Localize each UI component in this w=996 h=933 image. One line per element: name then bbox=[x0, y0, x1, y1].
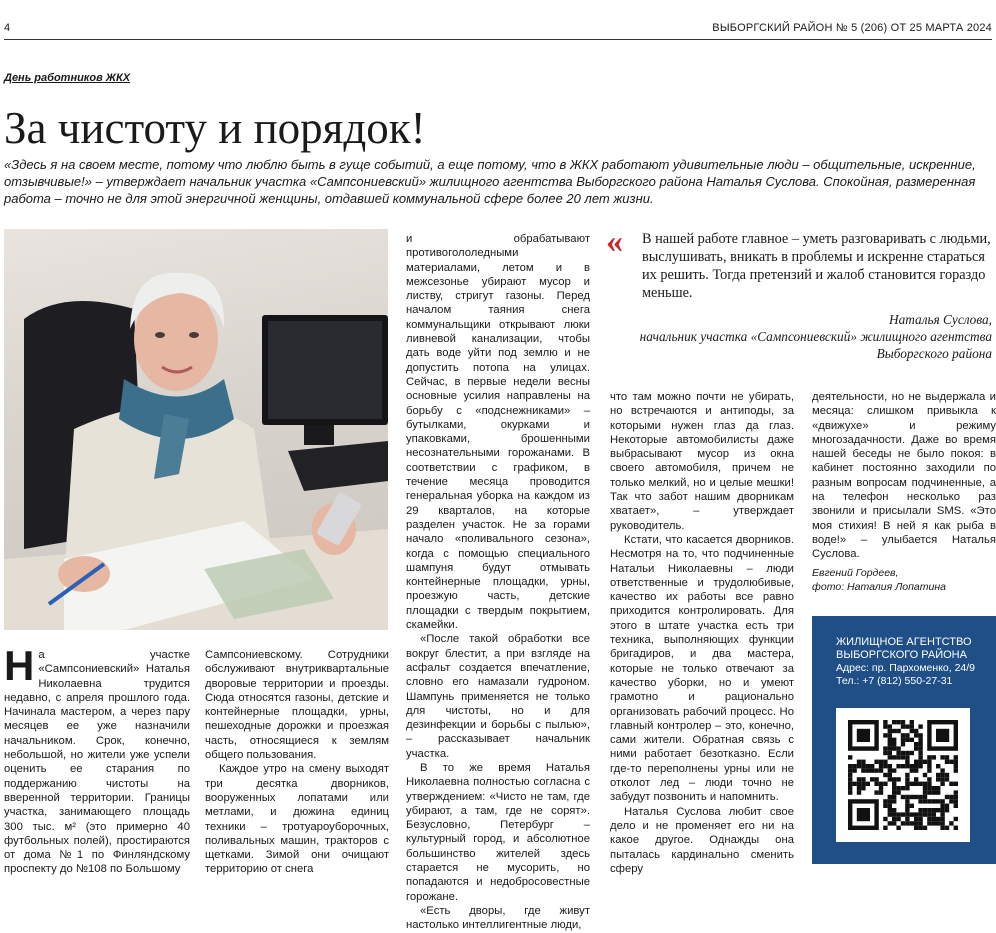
credit-photo: фото: Наталия Лопатина bbox=[812, 581, 946, 593]
paragraph: Наталья Суслова любит свое дело и не променяет его ни на какое другое. Однажды она пыталась кардинально сменить сферу bbox=[610, 805, 794, 875]
paragraph: Сампсониевскому. Сотрудники обслуживают внутриквартальные дворовые территории и проезды. Сюда относятся газоны, детские и контейнерные площадки, урны, пешеходные дорожки и проезжая часть, относящиеся к землям общего пользования. bbox=[205, 649, 389, 762]
info-box-title-2: ВЫБОРГСКОГО РАЙОНА bbox=[836, 649, 967, 661]
quote-author-position: начальник участка «Сампсониевский» жилищного агентства Выборгского района bbox=[639, 329, 992, 361]
header-divider bbox=[4, 39, 992, 40]
quote-attribution bbox=[612, 311, 992, 362]
page-number: 4 bbox=[4, 22, 11, 34]
paragraph: «После такой обработки все вокруг блестит, а при взгляде на асфальт создается впечатление, словно его намазали гудроном. Шампунь применяется не только для чистоты, но и для дезинфекции и борьбы с пылью», – рассказывает начальник участка. bbox=[406, 633, 590, 760]
article-lead: «Здесь я на своем месте, потому что люблю быть в гуще событий, а еще потому, что в ЖКХ работают удивительные люди – общительные, искренние, отзывчивые!» – утверждает начальник участка «Сампсониевский» жилищного агентства Выборгского района Наталья Суслова. Спокойная, размеренная работа – точно не для этой энергичной женщины, отдавшей коммунальной сфере более 20 лет жизни. bbox=[4, 157, 976, 206]
article-column-3 bbox=[406, 232, 590, 933]
agency-phone: Тел.: +7 (812) 550-27-31 bbox=[836, 675, 953, 687]
article-column-5 bbox=[812, 390, 996, 562]
drop-cap: Н bbox=[4, 642, 35, 689]
paragraph: «Есть дворы, где живут настолько интеллигентные люди, bbox=[406, 904, 590, 932]
agency-address: Адрес: пр. Пархоменко, 24/9 bbox=[836, 662, 976, 674]
info-box-title-1: ЖИЛИЩНОЕ АГЕНТСТВО bbox=[836, 636, 972, 648]
paragraph: В то же время Наталья Николаевна полностью согласна с утверждением: «Чисто не там, где убирают, а там, где не сорят». Безусловно, Петербург – культурный город, и абсолютное большинство жителей здесь старается не мусорить, но попадаются и недобросовестные горожане. bbox=[406, 761, 590, 903]
paragraph: Кстати, что касается дворников. Несмотря на то, что подчиненные Натальи Николаевны – люди ответственные и трудолюбивые, качество их работы все равно приходится контролировать. Для этого в штате участка есть три техника, выполняющих функции бригадиров, и два мастера, которые не только отвечают за качество уборки, но и умеют грамотно и рационально организовать рабочий процесс. Но главный контролер – это, конечно, сами жители. Обратная связь с ними работает безотказно. Если где-то переполнены урны или не отколот лед – люди точно не забудут позвонить и напомнить. bbox=[610, 533, 794, 804]
article-column-4 bbox=[610, 390, 794, 876]
issue-info: ВЫБОРГСКИЙ РАЙОН № 5 (206) ОТ 25 МАРТА 2024 bbox=[712, 22, 992, 34]
qr-code-graphic bbox=[836, 708, 970, 842]
rubric: День работников ЖКХ bbox=[4, 72, 131, 84]
qr-code-icon[interactable] bbox=[836, 708, 970, 842]
paragraph: Каждое утро на смену выходят три десятка дворников, вооруженных лопатами или метлами, и дюжина единиц техники – тротуароуборочных, поливальных машин, тракторов с щетками. Зимой они очищают территорию от снега bbox=[205, 763, 389, 876]
column-1-text: а участке «Сампсониевский» Наталья Николаевна трудится недавно, с апреля прошлого года. Начинала мастером, а через пару месяцев ее уже назначили начальником. Срок, конечно, небольшой, но жители уже успели оценить ее старания по поддержанию чистоты на вверенной территории. Границы участка, занимающего площадь 300 тыс. м² (это примерно 40 футбольных полей), простираются от дома №1 по Финляндскому проспекту до №108 по Большому bbox=[4, 649, 190, 876]
article-credit bbox=[812, 566, 946, 594]
article-column-2 bbox=[205, 648, 389, 877]
quote-author: Наталья Суслова, bbox=[889, 312, 992, 327]
paragraph: и обрабатывают противогололедными материалами, летом и в межсезонье убирают мусор и листву, стригут газоны. Перед началом таяния снега коммунальщики открывают люки ливневой канализации, чтобы дать воде уйти под землю и не допустить потопа на улицах. Сейчас, в первые недели весны основные усилия направлены на борьбу с «подснежниками» – бутылками, окурками и упаковками, брошенными несознательными горожанами. В соответствии с графиком, в течение месяца проводится генеральная уборка на каждом из 29 кварталов, на которые разделен участок. Не за горами начало «поливального сезона», когда с помощью специального шампуня будут отмывать контейнерные площадки, урны, проезжую часть, детские площадки с твердым покрытием, скамейки. bbox=[406, 233, 590, 632]
article-photo bbox=[4, 229, 388, 630]
photo-illustration bbox=[4, 229, 388, 630]
paragraph: деятельности, но не выдержала и месяца: слишком привыкла к «движухе» и режиму многозадачности. Даже во время нашей беседы не было покоя: в кабинет постоянно заходили по разным вопросам подчиненные, а на телефон несколько раз звонили и присылали SMS. «Это моя стихия! В ней я как рыба в воде!» – улыбается Наталья Суслова. bbox=[812, 391, 996, 561]
pull-quote: В нашей работе главное – уметь разговаривать с людьми, выслушивать, вникать в проблемы и искренне стараться их решить. Тогда претензий и жалоб становится гораздо меньше. bbox=[642, 231, 991, 301]
article-column-1 bbox=[4, 642, 190, 877]
quote-mark-icon: « bbox=[606, 223, 623, 260]
paragraph: что там можно почти не убирать, но встречаются и антиподы, за которыми нужен глаз да глаз. Некоторые автомобилисты даже выбрасывают мусор из окна своего автомобиля, причем не только мелкий, но и целые мешки! Так что забот нашим дворникам хватает», – утверждает руководитель. bbox=[610, 391, 794, 532]
agency-info-box bbox=[812, 616, 996, 864]
credit-author: Евгений Гордеев, bbox=[812, 567, 899, 579]
article-title: За чистоту и порядок! bbox=[4, 103, 426, 153]
